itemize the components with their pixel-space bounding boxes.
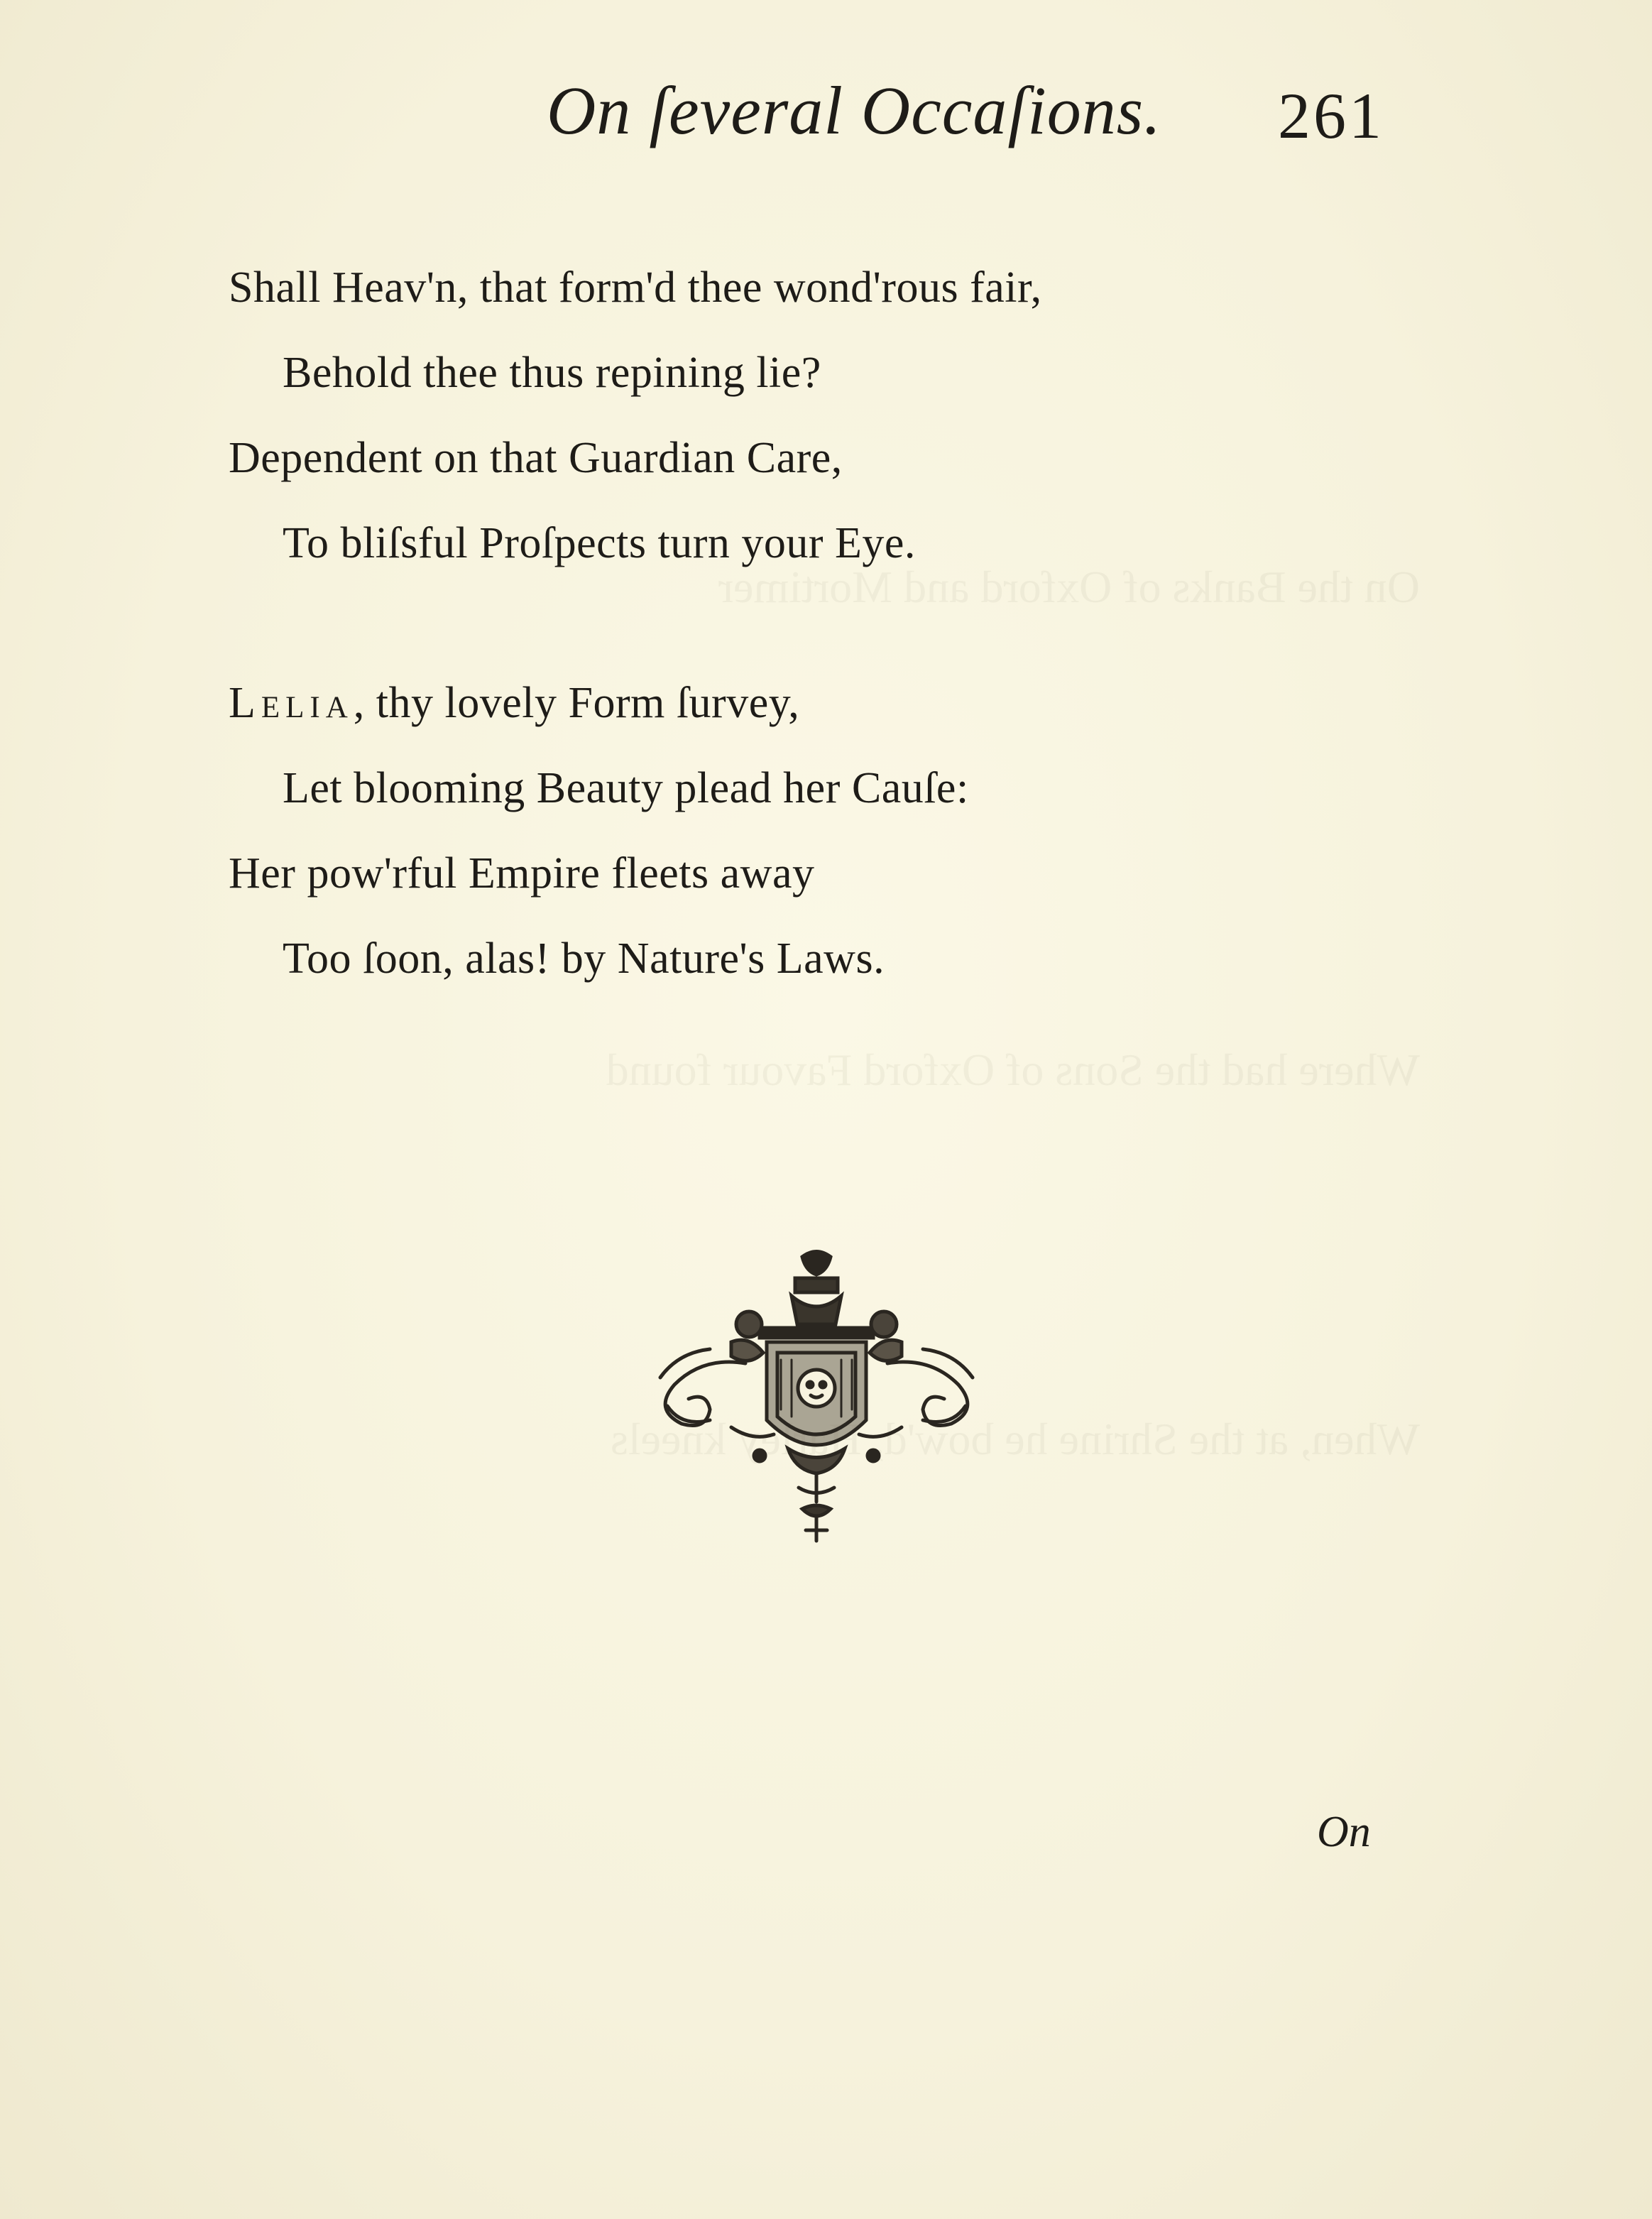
show-through-texture: When, at the Shrine he bow'd, Harley kneels [610,1414,1420,1464]
verse-line: Let blooming Beauty plead her Cauſe: [283,764,969,812]
show-through-texture: On the Banks of Oxford and Mortimer [718,562,1420,612]
verse-line: Behold thee thus repining lie? [283,349,821,397]
verse-line: Her pow'rful Empire fleets away [229,849,815,898]
verse-line: Dependent on that Guardian Care, [229,434,843,482]
show-through-texture: Where had the Sons of Oxford Favour found [606,1045,1420,1095]
verse-line: To bliſsful Proſpects turn your Eye. [283,519,916,567]
running-head: On ſeveral Occaſions. [547,72,1162,148]
verse-line: Shall Heav'n, that form'd thee wond'rous fair, [229,263,1042,312]
name-small-caps: Lelia [229,679,354,727]
page-number: 261 [1278,80,1384,152]
printers-ornament-icon [625,1243,1008,1548]
verse-line [229,678,799,729]
verse-line: Too ſoon, alas! by Nature's Laws. [283,934,885,983]
verse-line-text: , thy lovely Form ſurvey, [353,679,800,727]
catchword: On [1317,1808,1371,1856]
